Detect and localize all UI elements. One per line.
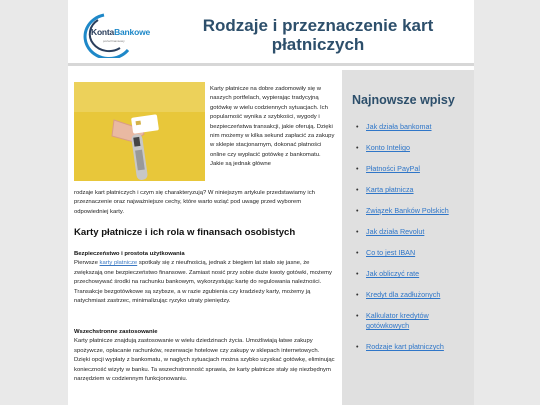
- recent-post-item: [356, 185, 466, 195]
- intro-text-continued: rodzaje kart płatniczych i czym się charakteryzują? W niniejszym artykule przedstawiamy ich przeznaczenie oraz najważniejsze cechy, które warto wziąć pod uwagę przed wyborem odpowiedniej karty.: [74, 190, 315, 215]
- subsection-title: Bezpieczeństwo i prostota użytkowania: [74, 251, 185, 257]
- subsection-body: Karty płatnicze znajdują zastosowanie w wielu dziedzinach życia. Umożliwiają łatwe zakupy spożywcze, opłacanie rachunków, rezerwacje hotelowe czy zakupy w sklepach internetowych. Dzięki opcji wypłaty z bankomatu, w nagłych sytuacjach można szybko uzyskać gotówkę, eliminując konieczność wizyty w banku. Ta wszechstronność sprawia, że karty płatnicze stały się niezbędnym narzędziem w codziennym funkcjonowaniu.: [74, 338, 335, 383]
- recent-post-link[interactable]: Rodzaje kart płatniczych: [366, 342, 444, 351]
- recent-post-link[interactable]: Co to jest IBAN: [366, 248, 416, 257]
- recent-post-item: [356, 122, 466, 132]
- recent-post-item: [356, 342, 466, 352]
- recent-post-link[interactable]: Kalkulator kredytów gotówkowych: [366, 311, 429, 330]
- recent-post-link[interactable]: Kredyt dla zadłużonych: [366, 290, 441, 299]
- recent-post-link[interactable]: Jak działa bankomat: [366, 122, 432, 131]
- cards-link[interactable]: karty płatnicze: [99, 260, 138, 267]
- recent-post-item: [356, 269, 466, 279]
- subsection-title: Wszechstronne zastosowanie: [74, 329, 158, 335]
- recent-post-link[interactable]: Karta płatnicza: [366, 185, 414, 194]
- article: [74, 82, 336, 405]
- recent-post-item: [356, 227, 466, 237]
- payment-terminal-image: [74, 82, 205, 181]
- section-heading: Karty płatnicze i ich rola w finansach osobistych: [74, 227, 296, 238]
- recent-post-link[interactable]: Jak działa Revolut: [366, 227, 425, 236]
- recent-post-link[interactable]: Płatności PayPal: [366, 164, 420, 173]
- recent-post-item: [356, 290, 466, 300]
- section-usage: [74, 328, 336, 384]
- recent-post-item: [356, 311, 466, 331]
- hero-image: [74, 82, 205, 181]
- recent-post-link[interactable]: Jak obliczyć rate: [366, 269, 420, 278]
- recent-posts-list: [356, 122, 466, 363]
- section-security: [74, 250, 336, 306]
- page: [68, 0, 474, 405]
- site-logo[interactable]: [74, 10, 154, 58]
- recent-post-link[interactable]: Związek Banków Polskich: [366, 206, 449, 215]
- logo-tagline: portal finansowy: [103, 39, 125, 43]
- recent-post-link[interactable]: Konto Inteligo: [366, 143, 410, 152]
- intro-text: Karty płatnicze na dobre zadomowiły się w naszych portfelach, wypierając tradycyjną gotówkę w wielu codziennych sytuacjach. Ich popularność wynika z szybkości, wygody i bezpieczeństwa transakcji, jakie oferują. Dzięki nim możemy w kilka sekund zapłacić za zakupy w sklepie stacjonarnym, dokonać płatności online czy wypłacić gotówkę z bankomatu. Jakie są jednak główne: [210, 86, 335, 168]
- site-header: [68, 0, 474, 66]
- sidebar: [342, 70, 474, 405]
- recent-post-item: [356, 164, 466, 174]
- recent-post-item: [356, 248, 466, 258]
- recent-post-item: [356, 206, 466, 216]
- logo-wordmark: KontaBankowe: [91, 27, 151, 37]
- page-title: Rodzaje i przeznaczenie kart płatniczych: [202, 16, 434, 54]
- recent-post-item: [356, 143, 466, 153]
- sidebar-title: Najnowsze wpisy: [352, 93, 455, 107]
- subsection-body: Pierwsze karty płatnicze spotkały się z nieufnością, jednak z biegiem lat stało się jasne, że zwiększają one bezpieczeństwo finansowe. Zamiast nosić przy sobie duże kwoty gotówki, możemy przechowywać środki na rachunku bankowym, wykorzystując kartę do regulowania należności. Transakcje bezgotówkowe są szybsze, a w razie zgubienia czy kradzieży karty, możemy ją natychmiast zastrzec, minimalizując ryzyko utraty pieniędzy.: [74, 260, 332, 305]
